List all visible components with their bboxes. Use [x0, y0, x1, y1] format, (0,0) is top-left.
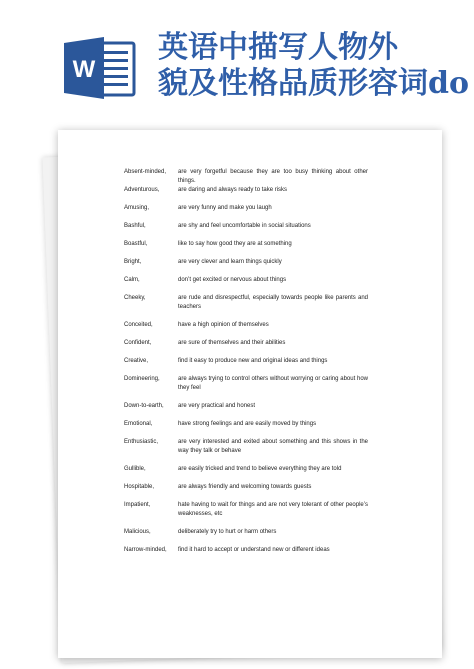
entry-definition: are shy and feel uncomfortable in social situations	[178, 223, 311, 229]
entry-term: Hospitable,	[124, 484, 155, 490]
entry-definition: are very clever and learn things quickly	[178, 259, 282, 265]
entry-term: Gullible,	[124, 466, 146, 472]
entry-definition: are easily tricked and trend to believe everything they are told	[178, 466, 342, 472]
entry-term: Calm,	[124, 277, 140, 283]
entry-definition: like to say how good they are at something	[178, 241, 292, 247]
entry-term: Cheeky,	[124, 295, 146, 301]
entry-term: Impatient,	[124, 502, 151, 508]
entry-definition: find it hard to accept or understand new or different ideas	[178, 547, 330, 553]
entry-definition: are very forgetful because they are too busy thinking about other things.	[178, 169, 368, 184]
entry-term: Malicious,	[124, 529, 151, 535]
entry-definition: find it easy to produce new and original ideas and things	[178, 358, 328, 364]
entry-term: Narrow-minded,	[124, 547, 167, 553]
entry-term: Creative,	[124, 358, 149, 364]
entry-definition: are always trying to control others without worrying or caring about how they feel	[178, 376, 368, 391]
entry-term: Boastful,	[124, 241, 148, 247]
entry-definition: are always friendly and welcoming towards guests	[178, 484, 312, 490]
word-document-icon	[62, 35, 138, 101]
entry-term: Down-to-earth,	[124, 403, 164, 409]
entry-term: Enthusiastic,	[124, 439, 159, 445]
entry-definition: don’t get excited or nervous about things	[178, 277, 287, 283]
entry-definition: are daring and always ready to take risks	[178, 187, 288, 193]
entry-term: Conceited,	[124, 322, 153, 328]
entry-definition: hate having to wait for things and are not very tolerant of other people’s weaknesses, etc	[178, 502, 368, 517]
entry-list	[58, 130, 442, 658]
title-line-1: 英语中描写人物外	[158, 30, 398, 65]
document-title	[158, 30, 474, 102]
entry-definition: have a high opinion of themselves	[178, 322, 269, 328]
entry-term: Bright,	[124, 259, 142, 265]
title-line-2: 貌及性格品质形容词do	[158, 66, 469, 101]
entry-definition: are very practical and honest	[178, 403, 256, 409]
entry-definition: are very interested and exited about something and this shows in the way they talk or behave	[178, 439, 368, 454]
entry-definition: have strong feelings and are easily moved by things	[178, 421, 317, 427]
entry-term: Bashful,	[124, 223, 146, 229]
entry-term: Domineering,	[124, 376, 160, 382]
entry-term: Emotional,	[124, 421, 153, 427]
entry-term: Adventurous,	[124, 187, 160, 193]
document-page	[58, 130, 442, 658]
entry-term: Confident,	[124, 340, 152, 346]
document-header	[0, 0, 474, 118]
svg-text:W: W	[72, 56, 96, 83]
entry-definition: are very funny and make you laugh	[178, 205, 272, 211]
entry-definition: are sure of themselves and their abilities	[178, 340, 286, 346]
entry-term: Amusing,	[124, 205, 150, 211]
entry-term: Absent-minded,	[124, 169, 167, 175]
entry-definition: deliberately try to hurt or harm others	[178, 529, 277, 535]
entry-definition: are rude and disrespectful, especially towards people like parents and teachers	[178, 295, 368, 310]
